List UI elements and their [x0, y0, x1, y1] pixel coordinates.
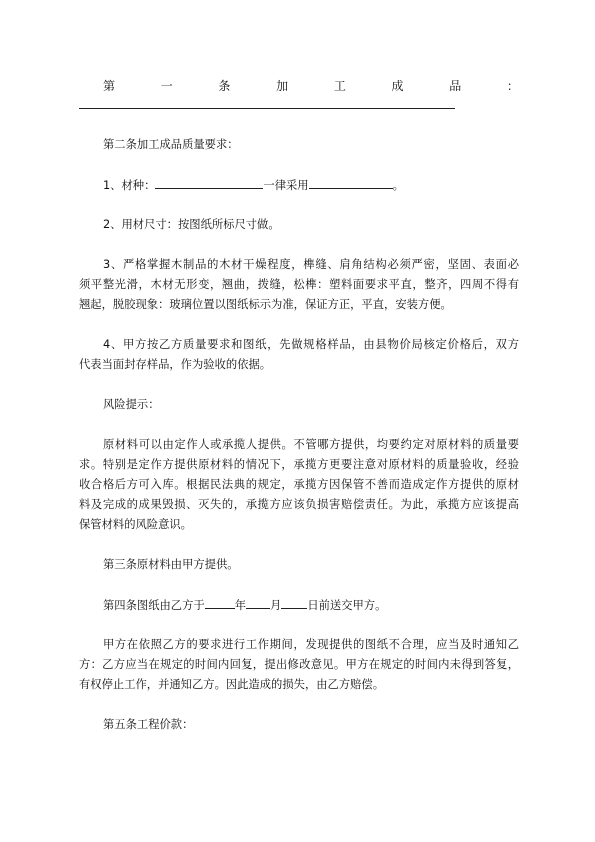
blank-day: [281, 597, 307, 609]
clause5-title: 第五条工程价款：: [103, 718, 194, 731]
risk-line: 收合格后方可入库。根据民法典的规定，承揽方因保管不善而造成定作方提供的原材: [79, 478, 519, 491]
blank-wood-spec: [309, 177, 393, 189]
clause2-title: 第二条加工成品质量要求：: [103, 138, 239, 151]
clause4-body-line: 甲方在依照乙方的要求进行工作期间，发现提供的图纸不合理，应当及时通知乙: [103, 638, 519, 651]
risk-line: 保管材料的风险意识。: [79, 518, 192, 531]
fill-in-underline: [79, 108, 455, 109]
risk-line: 求。特别是定作方提供原材料的情况下，承揽方更要注意对原材料的质量验收，经验: [79, 458, 519, 471]
item3-line: 3、严格掌握木制品的木材干燥程度，榫缝、肩角结构必须严密，坚固、表面必: [103, 258, 519, 271]
item3-line: 翘起，脱胶现象：玻璃位置以图纸标示为准，保证方正，平直，安装方便。: [79, 298, 452, 311]
blank-year: [205, 597, 235, 609]
risk-title: 风险提示：: [103, 398, 160, 411]
blank-month: [246, 597, 270, 609]
clause4-body-line: 有权停止工作，并通知乙方。因此造成的损失，由乙方赔偿。: [79, 678, 385, 691]
clause4-deadline: 第四条图纸由乙方于 年 月 日前送交甲方。: [103, 599, 387, 612]
clause4-body-line: 方：乙方应当在规定的时间内回复，提出修改意见。甲方在规定的时间内未得到答复，: [79, 658, 519, 671]
item4-line: 代表当面封存样品，作为验收的依据。: [79, 358, 272, 371]
risk-line: 原材料可以由定作人或承揽人提供。不管哪方提供，均要约定对原材料的质量要: [103, 438, 519, 451]
clause3: 第三条原材料由甲方提供。: [103, 558, 239, 571]
clause1-heading: 第 一 条 加 工 成 品 ：: [103, 79, 519, 93]
risk-line: 料及完成的成果毁损、灭失的，承揽方应该负损害赔偿责任。为此，承揽方应该提高: [79, 498, 519, 511]
blank-wood-type: [155, 177, 263, 189]
item2-size: 2、用材尺寸：按图纸所标尺寸做。: [103, 218, 280, 231]
item4-line: 4、甲方按乙方质量要求和图纸，先做规格样品，由县物价局核定价格后，双方: [103, 338, 519, 351]
item1-material: 1、材种： 一律采用 。: [103, 179, 404, 192]
item3-line: 须平整光滑，木材无形变，翘曲，拨缝，松榫：塑料面要求平直，整齐，四周不得有: [79, 278, 519, 291]
